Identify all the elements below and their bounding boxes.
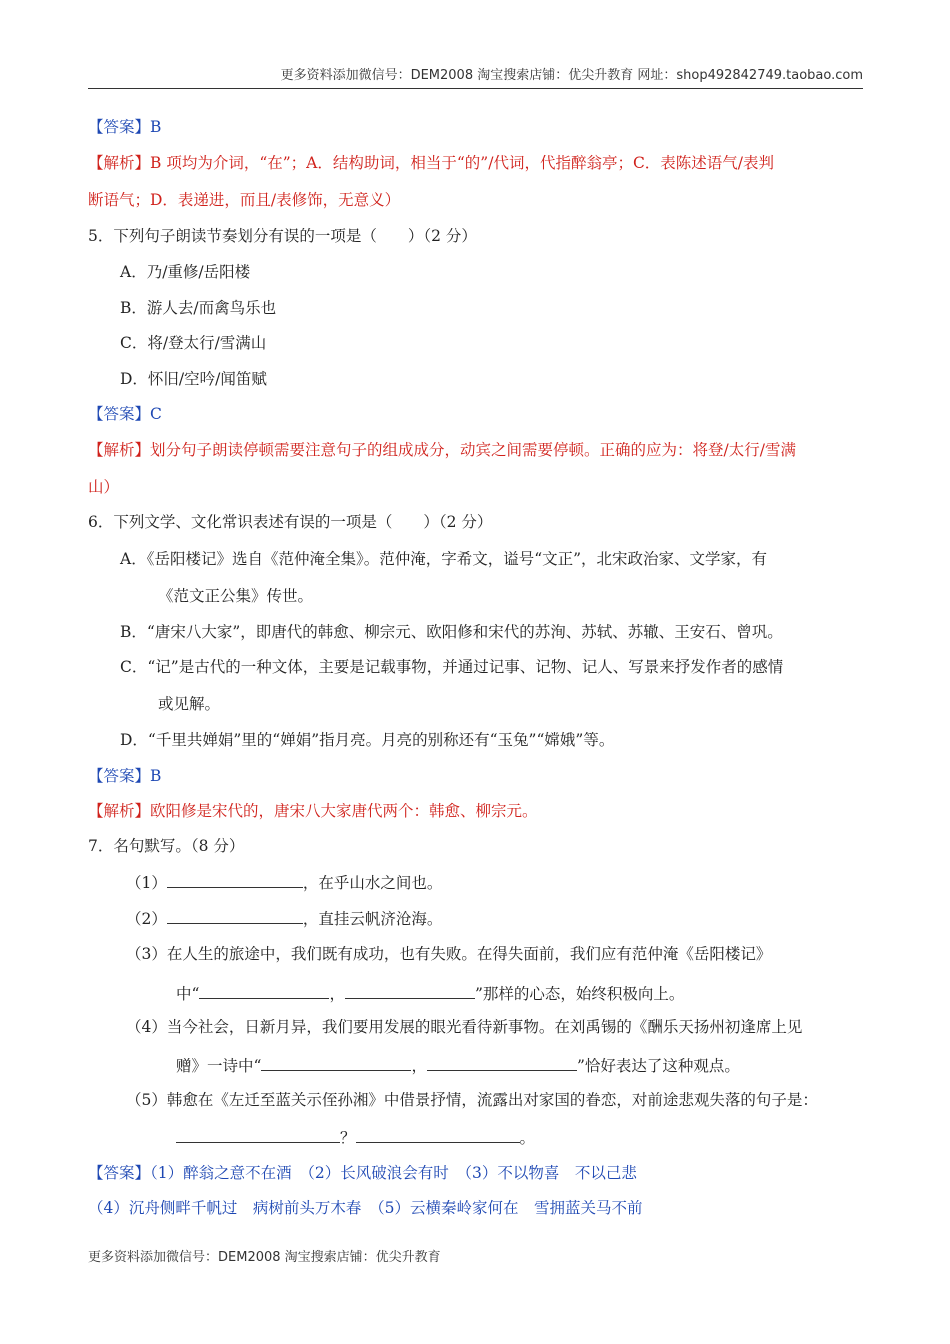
- answer-blank[interactable]: [261, 1054, 411, 1071]
- q5-answer-value: C: [150, 405, 162, 423]
- answer-blank[interactable]: [199, 982, 329, 999]
- q4-analysis-line1: B 项均为介词，“在”；A．结构助词，相当于“的”/代词，代指醉翁亭；C．表陈述语气/表判: [150, 154, 775, 172]
- q6-option-a-line1: A．《岳阳楼记》选自《范仲淹全集》。范仲淹，字希文，谥号“文正”，北宋政治家、文学家，有: [120, 550, 768, 568]
- answer-blank[interactable]: [176, 1126, 340, 1143]
- q5-option-b: B．游人去/而禽鸟乐也: [120, 299, 277, 317]
- answer-label: 【答案】: [88, 405, 151, 423]
- q4-answer: [88, 116, 161, 138]
- q6-option-b: B．“唐宋八大家”，即唐代的韩愈、柳宗元、欧阳修和宋代的苏洵、苏轼、苏辙、王安石、曾巩。: [120, 623, 783, 641]
- q7-item-1: [126, 871, 442, 894]
- q7-item-1-number: （1）: [126, 874, 167, 892]
- q5-analysis-line2: 山）: [88, 478, 120, 496]
- q7-answer-line2: （4）沉舟侧畔千帆过 病树前头万木春 （5）云横秦岭家何在 雪拥蓝关马不前: [88, 1199, 643, 1217]
- q4-analysis: [88, 152, 774, 174]
- q6-option-c-line1: C．“记”是古代的一种文体，主要是记载事物，并通过记事、记物、记人、写景来抒发作者的感情: [120, 658, 784, 676]
- answer-label: 【答案】: [88, 118, 151, 136]
- analysis-label: 【解析】: [88, 802, 151, 820]
- q4-analysis-line2: 断语气；D．表递进，而且/表修饰，无意义）: [88, 191, 401, 209]
- q7-item-2: [126, 907, 442, 930]
- analysis-label: 【解析】: [88, 441, 151, 459]
- q7-item-3-line2: [176, 982, 684, 1005]
- q7-item-4-prefix: 赠》一诗中“: [176, 1057, 262, 1075]
- q5-stem: 5．下列句子朗读节奏划分有误的一项是（ ）（2 分）: [88, 227, 477, 245]
- answer-blank[interactable]: [167, 871, 303, 888]
- q5-analysis-line1: 划分句子朗读停顿需要注意句子的组成成分，动宾之间需要停顿。正确的应为：将登/太行/雪满: [150, 441, 796, 459]
- q5-option-d: D．怀旧/空吟/闻笛赋: [120, 370, 267, 388]
- q5-option-c: C．将/登太行/雪满山: [120, 334, 267, 352]
- q7-answer-line1: （1）醉翁之意不在酒 （2）长风破浪会有时 （3）不以物喜 不以己悲: [150, 1164, 637, 1182]
- answer-blank[interactable]: [356, 1126, 520, 1143]
- q6-answer-value: B: [150, 767, 162, 785]
- q7-item-1-text: ，在乎山水之间也。: [302, 874, 443, 892]
- q7-item-5-line1: （5）韩愈在《左迁至蓝关示侄孙湘》中借景抒情，流露出对家国的眷恋，对前途悲观失落的句子是：: [126, 1091, 818, 1109]
- page-footer: 更多资料添加微信号：DEM2008 淘宝搜索店铺：优尖升教育: [88, 1250, 441, 1265]
- q5-analysis: [88, 439, 796, 461]
- answer-blank[interactable]: [427, 1054, 577, 1071]
- q6-option-a-line2: 《范文正公集》传世。: [158, 587, 314, 605]
- answer-blank[interactable]: [345, 982, 475, 999]
- page-header: 更多资料添加微信号：DEM2008 淘宝搜索店铺：优尖升教育 网址：shop492842749.taobao.com: [88, 66, 863, 89]
- q7-item-5-line2: [176, 1126, 535, 1149]
- q6-analysis: [88, 800, 538, 822]
- answer-label: 【答案】: [88, 767, 151, 785]
- q7-item-2-number: （2）: [126, 910, 167, 928]
- q7-item-3-line1: （3）在人生的旅途中，我们既有成功，也有失败。在得失面前，我们应有范仲淹《岳阳楼记》: [126, 945, 772, 963]
- q7-item-3-prefix: 中“: [176, 985, 200, 1003]
- analysis-label: 【解析】: [88, 154, 151, 172]
- q5-answer: [88, 403, 162, 425]
- q7-item-4-suffix: ”恰好表达了这种观点。: [576, 1057, 740, 1075]
- q7-item-4-line2: [176, 1054, 740, 1077]
- q6-option-d: D．“千里共婵娟”里的“婵娟”指月亮。月亮的别称还有“玉兔”“嫦娥”等。: [120, 731, 615, 749]
- q7-item-2-text: ，直挂云帆济沧海。: [302, 910, 443, 928]
- q7-answer: [88, 1162, 637, 1184]
- q6-analysis-text: 欧阳修是宋代的，唐宋八大家唐代两个：韩愈、柳宗元。: [150, 802, 538, 820]
- q7-item-4-line1: （4）当今社会，日新月异，我们要用发展的眼光看待新事物。在刘禹锡的《酬乐天扬州初逢席上见: [126, 1018, 803, 1036]
- q7-item-5-suffix: 。: [519, 1129, 536, 1147]
- q6-option-c-line2: 或见解。: [158, 695, 221, 713]
- q7-item-4-separator: ，: [411, 1057, 427, 1075]
- q6-stem: 6．下列文学、文化常识表述有误的一项是（ ）（2 分）: [88, 513, 493, 531]
- q7-item-5-separator: ？: [340, 1129, 356, 1147]
- q7-item-3-suffix: ”那样的心态，始终积极向上。: [474, 985, 685, 1003]
- q6-answer: [88, 765, 161, 787]
- answer-label: 【答案】: [88, 1164, 151, 1182]
- q4-answer-value: B: [150, 118, 162, 136]
- answer-blank[interactable]: [167, 907, 303, 924]
- q7-stem: 7．名句默写。（8 分）: [88, 837, 245, 855]
- q5-option-a: A．乃/重修/岳阳楼: [120, 263, 251, 281]
- q7-item-3-separator: ，: [329, 985, 345, 1003]
